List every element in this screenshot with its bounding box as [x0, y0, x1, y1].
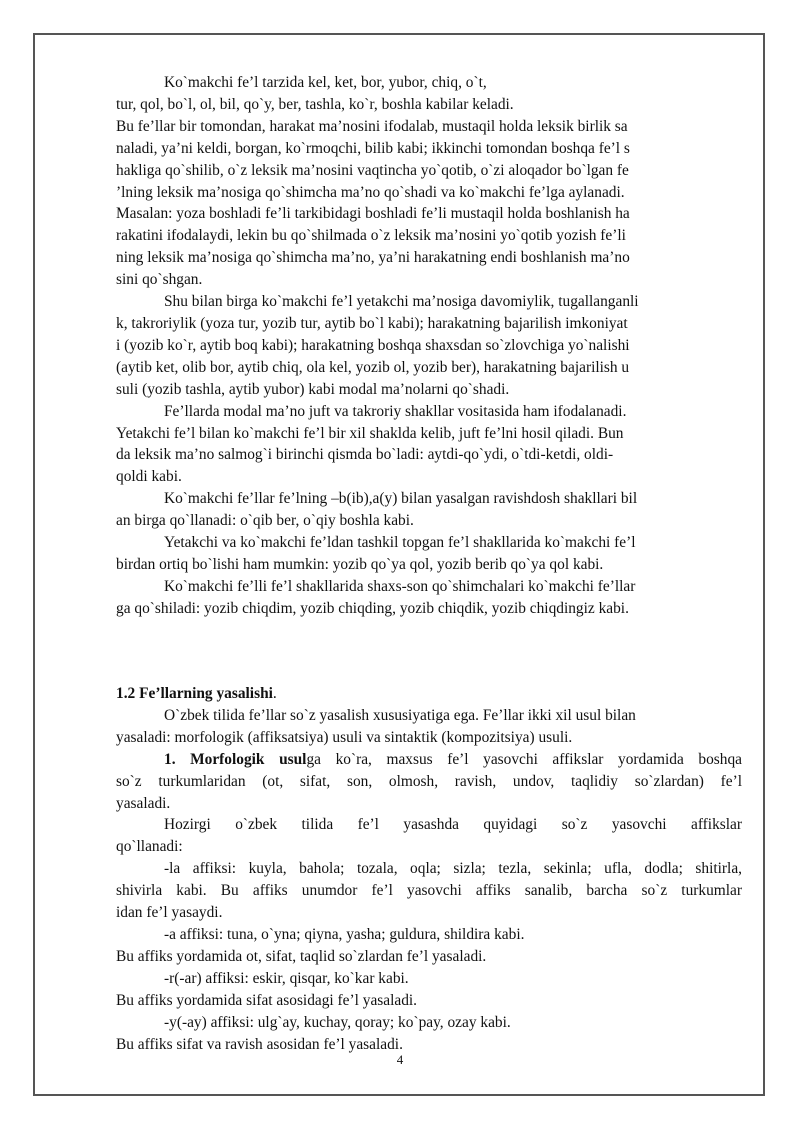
paragraph-9: Ko`makchi fe’lli fe’l shakllarida shaxs-son qo`shimchalari ko`makchi fe’llar ga qo`shiladi: yozib chiqdim, yozib chiqding, yozib chiqdik, yozib chiqdingiz kabi. [116, 577, 636, 617]
section-intro: O`zbek tilida fe’llar so`z yasalish xususiyatiga ega. Fe’llar ikki xil usul bilan yasaladi: morfologik (affiksatsiya) usuli va sintaktik (kompozitsiya) usuli. [116, 706, 636, 746]
paragraph-8: Yetakchi va ko`makchi fe’ldan tashkil topgan fe’l shakllarida ko`makchi fe’l birdan ortiq bo`lishi ham mumkin: yozib qo`ya qol, yozib berib qo`ya qol kabi. [116, 534, 636, 573]
paragraph-1: Ko`makchi fe’l tarzida kel, ket, bor, yubor, chiq, o`t, [164, 74, 487, 91]
paragraph-7: Ko`makchi fe’llar fe’lning –b(ib),a(y) bilan yasalgan ravishdosh shakllari bil an birga qo`llanadi: o`qib ber, o`qiy boshla kabi. [116, 490, 638, 530]
body-text-part-2 [116, 683, 742, 1055]
paragraph-5: Shu bilan birga ko`makchi fe’l yetakchi ma’nosiga davomiylik, tugallanganli k, takroriylik (yoza tur, yozib tur, aytib bo`l kabi); harakatning bajarilish imkoniyat i (yozib ko`r, aytib boq kabi); harakatning boshqa shaxsdan so`zlovchiga yo`nalishi (aytib ket, olib bor, aytib chiq, ola kel, yozib ol, yozib ber), harakatning bajarilish u suli (yozib tashla, aytib yubor) kabi modal ma’nolarni qo`shadi. [116, 293, 639, 398]
a-affix-line: -a affiksi: tuna, o`yna; qiyna, yasha; guldura, shildira kabi. [164, 925, 525, 943]
page-number: 4 [396, 1052, 404, 1067]
paragraph-2: tur, qol, bo`l, ol, bil, qo`y, ber, tashla, ko`r, boshla kabilar keladi. [116, 95, 514, 113]
section-heading: 1.2 Fe’llarning yasalishi. [116, 685, 277, 702]
paragraph-6: Fe’llarda modal ma’no juft va takroriy shakllar vositasida ham ifodalanadi. Yetakchi fe’l bilan ko`makchi fe’l bir xil shaklda kelib, juft fe’lni hosil qiladi. Bun da leksik ma’no salmog`i birinchi qismda bo`ladi: aytdi-qo`ydi, o`tdi-ketdi, oldi- qoldi kabi. [116, 402, 627, 486]
r-affix-note: Bu affiks yordamida sifat asosidagi fe’l yasaladi. [116, 991, 418, 1009]
morphological-method-label: 1. Morfologik usul [164, 750, 307, 768]
paragraph-3: Bu fe’llar bir tomondan, harakat ma’nosini ifodalab, mustaqil holda leksik birlik sa naladi, ya’ni keldi, borgan, ko`rmoqchi, bilib kabi; ikkinchi tomondan boshqa fe’l s hakliga qo`shilib, o`z leksik ma’nosini vaqtincha yo`qotib, o`zi aloqador bo`lgan fe ’lning leksik ma’nosiga qo`shimcha ma’no qo`shadi va ko`makchi fe’lga aylanadi. [116, 117, 630, 201]
modern-uzbek-paragraph: Hozirgi o`zbek tilida fe’l yasashda quyidagi so`z yasovchi affikslar qo`llanadi: [116, 816, 742, 856]
la-affix-paragraph: -la affiksi: kuyla, bahola; tozala, oqla; sizla; tezla, sekinla; ufla, dodla; shitirla, shivirla kabi. Bu affiks unumdor fe’l yasovchi affiks sanalib, barcha so`z turkumlar idan fe’l yasaydi. [116, 860, 742, 922]
y-affix-note: Bu affiks sifat va ravish asosidan fe’l yasaladi. [116, 1035, 403, 1053]
a-affix-note: Bu affiks yordamida ot, sifat, taqlid so`zlardan fe’l yasaladi. [116, 947, 487, 965]
body-text-part-1 [116, 72, 742, 620]
morphological-method-paragraph: 1. Morfologik usulga ko`ra, maxsus fe’l yasovchi affikslar yordamida boshqa so`z turkumlaridan (ot, sifat, son, olmosh, ravish, undov, taqlidiy so`zlardan) fe’l yasaladi. [116, 750, 743, 812]
r-affix-line: -r(-ar) affiksi: eskir, qisqar, ko`kar kabi. [164, 969, 409, 987]
paragraph-4: Masalan: yoza boshladi fe’li tarkibidagi boshladi fe’li mustaqil holda boshlanish ha rakatini ifodalaydi, lekin bu qo`shilmada o`z leksik ma’nosini yo`qotib yozish fe’li ning leksik ma’nosiga qo`shimcha ma’no, ya’ni harakatning endi boshlanish ma’no sini qo`shgan. [116, 205, 630, 289]
section-heading-text: 1.2 Fe’llarning yasalishi [116, 685, 273, 702]
y-affix-line: -y(-ay) affiksi: ulg`ay, kuchay, qoray; ko`pay, ozay kabi. [164, 1013, 511, 1031]
